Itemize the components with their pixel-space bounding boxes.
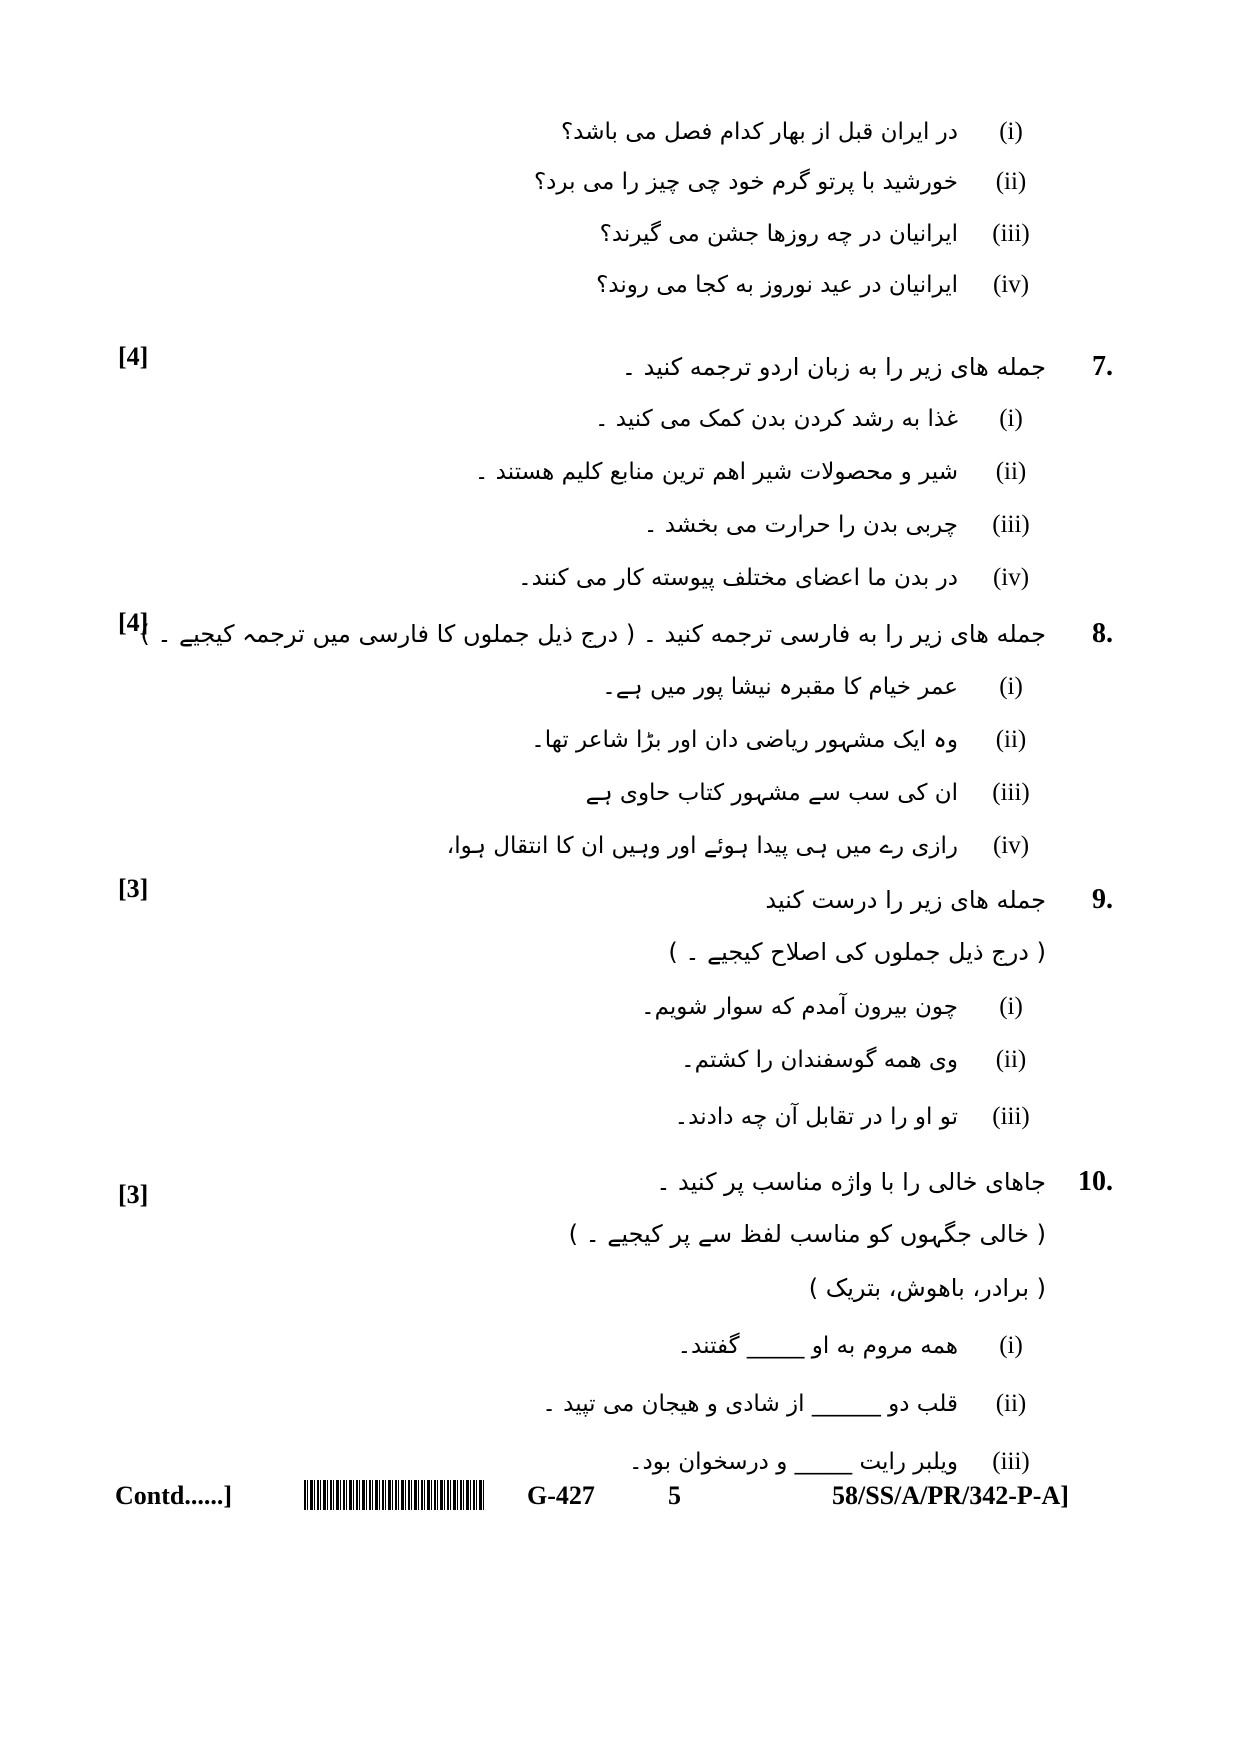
item-number: (iii) <box>992 1448 1030 1475</box>
footer-reference: 58/SS/A/PR/342-P-A] <box>832 1481 1069 1510</box>
q6-item-1 <box>561 110 1046 154</box>
item-text: ایرانیان در چه روزها جشن می گیرند؟ <box>599 221 958 247</box>
item-text: عمر خیام کا مقبرہ نیشا پور میں ہے۔ <box>602 674 958 700</box>
q7-item-3 <box>644 503 1046 547</box>
q10-marks: [3] <box>118 1180 149 1209</box>
item-text: شیر و محصولات شیر اهم ترین منابع کلیم هستند ۔ <box>474 459 958 485</box>
q9-item-3 <box>675 1095 1046 1139</box>
q9-item-2 <box>681 1038 1046 1082</box>
item-text: در بدن ما اعضای مختلف پیوسته کار می کنند۔ <box>518 565 958 591</box>
q10-question <box>656 1160 1046 1204</box>
item-number: (i) <box>999 1332 1023 1359</box>
q9-question <box>765 878 1046 922</box>
question-text: جمله های زیر را درست کنید <box>765 886 1046 914</box>
item-text: ایرانیان در عید نوروز به کجا می روند؟ <box>596 272 958 298</box>
q8-item-4 <box>447 824 1046 868</box>
question-subtext: ( درج ذیل جملوں کی اصلاح کیجیے ۔ ) <box>668 938 1046 966</box>
q9-number: 9. <box>1092 884 1113 915</box>
q8-marks: [4] <box>118 608 149 637</box>
question-text: جاهای خالی را با واژه مناسب پر کنید ۔ <box>656 1168 1046 1196</box>
item-text: وی همه گوسفندان را کشتم۔ <box>681 1047 958 1073</box>
q10-number: 10. <box>1078 1166 1113 1197</box>
q10-subtext <box>569 1212 1046 1256</box>
q7-number: 7. <box>1092 351 1113 382</box>
question-subtext: ( خالی جگہوں کو مناسب لفظ سے پر کیجیے ۔ ) <box>568 1220 1046 1248</box>
footer-code: G-427 <box>527 1481 595 1510</box>
item-number: (iv) <box>992 564 1030 591</box>
q6-item-3 <box>600 212 1046 256</box>
word-options: ( برادر، باهوش، بتریک ) <box>808 1274 1046 1302</box>
item-text: تو او را در تقابل آن چه دادند۔ <box>674 1104 958 1130</box>
item-text: همه مروم به او _____ گفتند۔ <box>677 1333 958 1359</box>
q8-question <box>140 612 1046 656</box>
q8-item-1 <box>602 665 1046 709</box>
item-text: غذا به رشد کردن بدن کمک می کنید ۔ <box>594 406 958 432</box>
q10-item-1 <box>678 1324 1046 1368</box>
q8-item-3 <box>586 771 1046 815</box>
q9-marks: [3] <box>118 874 149 903</box>
q7-item-2 <box>475 450 1046 494</box>
item-text: رازی رے میں ہی پیدا ہوئے اور وہیں ان کا انتقال ہوا، <box>446 833 958 859</box>
question-text: جمله های زیر را به زبان اردو ترجمه کنید ۔ <box>621 353 1046 381</box>
q9-subtext <box>668 930 1046 974</box>
item-text: وہ ایک مشہور ریاضی دان اور بڑا شاعر تھا۔ <box>531 727 958 753</box>
item-number: (ii) <box>995 1046 1027 1073</box>
q7-item-1 <box>595 397 1046 441</box>
item-number: (iii) <box>992 511 1030 538</box>
q7-marks: [4] <box>118 342 149 371</box>
item-text: قلب دو ______ از شادی و هیجان می تپید ۔ <box>542 1391 958 1417</box>
footer-contd: Contd......] <box>115 1481 233 1510</box>
item-text: خورشید با پرتو گرم خود چی چیز را می برد؟ <box>533 169 958 195</box>
item-number: (ii) <box>995 458 1027 485</box>
item-text: ان کی سب سے مشہور کتاب حاوی ہے <box>585 780 958 806</box>
item-number: (iv) <box>992 271 1030 298</box>
q10-options <box>809 1266 1046 1310</box>
q6-item-4 <box>596 263 1046 307</box>
item-text: چون بیرون آمدم که سوار شویم۔ <box>641 994 958 1020</box>
item-number: (i) <box>999 993 1023 1020</box>
item-number: (iii) <box>992 220 1030 247</box>
item-number: (ii) <box>995 726 1027 753</box>
item-number: (iii) <box>992 779 1030 806</box>
item-number: (ii) <box>995 1390 1027 1417</box>
item-number: (iii) <box>992 1103 1030 1130</box>
q7-question <box>622 345 1046 389</box>
item-text: در ایران قبل از بهار کدام فصل می باشد؟ <box>560 119 958 145</box>
item-text: ویلبر رایت _____ و درسخوان بود۔ <box>628 1449 958 1475</box>
q7-item-4 <box>518 556 1046 600</box>
q10-item-2 <box>542 1382 1046 1426</box>
q9-item-1 <box>641 985 1046 1029</box>
q6-item-2 <box>534 160 1046 204</box>
footer-page-number: 5 <box>668 1481 681 1510</box>
q8-number: 8. <box>1092 618 1113 649</box>
item-number: (i) <box>999 405 1023 432</box>
item-text: چربی بدن را حرارت می بخشد ۔ <box>643 512 958 538</box>
question-text: جمله های زیر را به فارسی ترجمه کنید ۔ ( درج ذیل جملوں کا فارسی میں ترجمہ کیجیے ۔ ) <box>140 620 1046 648</box>
item-number: (i) <box>999 118 1023 145</box>
item-number: (iv) <box>992 832 1030 859</box>
barcode <box>304 1480 484 1510</box>
q8-item-2 <box>531 718 1046 762</box>
item-number: (ii) <box>995 168 1027 195</box>
item-number: (i) <box>999 673 1023 700</box>
